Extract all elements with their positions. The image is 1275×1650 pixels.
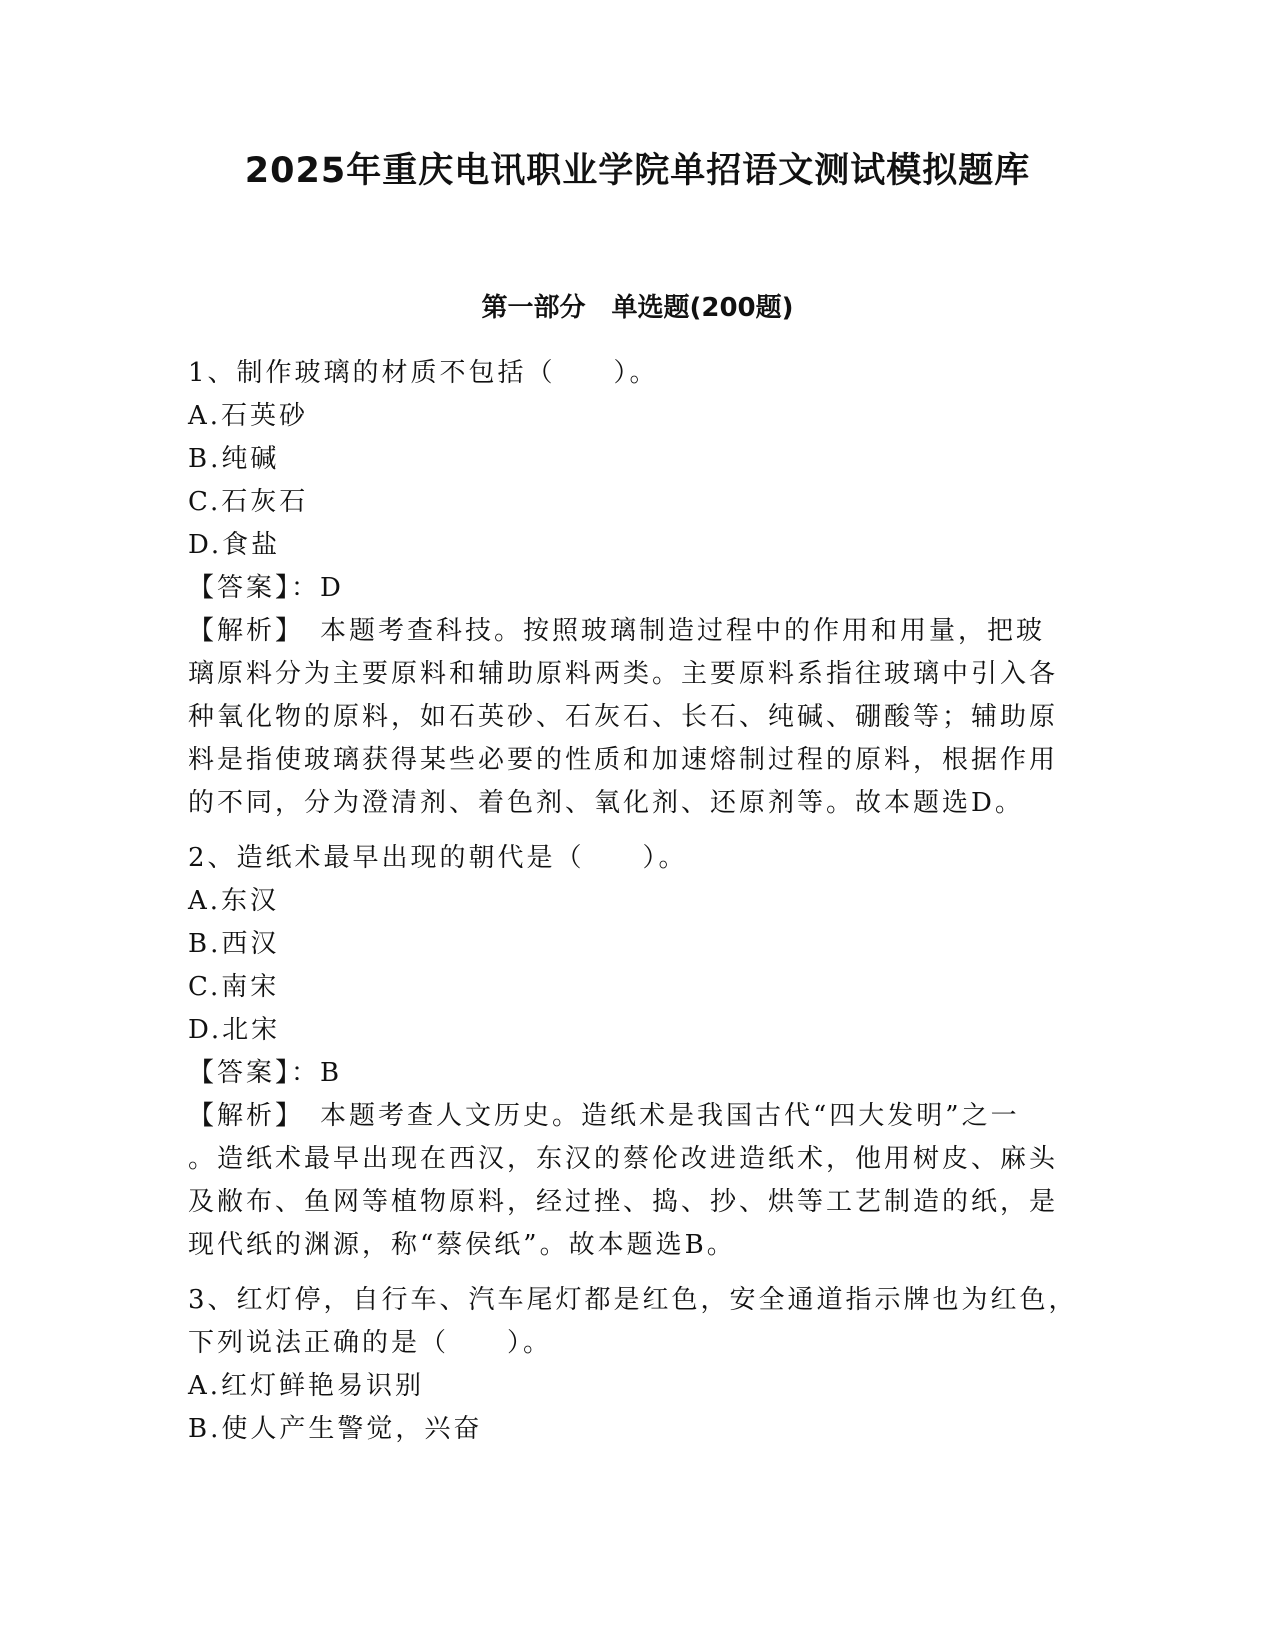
answer-line <box>188 567 1068 610</box>
analysis-line: 种氧化物的原料，如石英砂、石灰石、长石、纯碱、硼酸等；辅助原 <box>188 702 1059 732</box>
answer-value: ：B <box>291 1058 343 1088</box>
option-c: C.石灰石 <box>188 487 309 517</box>
question-3 <box>188 1279 1078 1451</box>
document-title: 2025年重庆电讯职业学院单招语文测试模拟题库 <box>244 151 1031 191</box>
question-separator <box>188 825 1068 837</box>
question-stem: 2、造纸术最早出现的朝代是（ ）。 <box>188 843 688 873</box>
option-d: D.食盐 <box>188 530 281 560</box>
option-b: B.西汉 <box>188 929 280 959</box>
option-c: C.南宋 <box>188 972 280 1002</box>
question-separator <box>188 1267 1068 1279</box>
analysis-line: 璃原料分为主要原料和辅助原料两类。主要原料系指往玻璃中引入各 <box>188 659 1059 689</box>
option-b: B.使人产生警觉，兴奋 <box>188 1414 483 1444</box>
answer-label: 【答案】 <box>188 1058 292 1088</box>
answer-label: 【答案】 <box>188 573 292 603</box>
answer-line <box>188 1052 1068 1095</box>
analysis-line: 的不同，分为澄清剂、着色剂、氧化剂、还原剂等。故本题选D。 <box>188 788 1024 818</box>
question-2 <box>188 837 1068 1267</box>
option-a: A.东汉 <box>188 886 280 916</box>
option-b: B.纯碱 <box>188 444 280 474</box>
option-a: A.石英砂 <box>188 401 309 431</box>
analysis-line: 料是指使玻璃获得某些必要的性质和加速熔制过程的原料，根据作用 <box>188 745 1059 775</box>
analysis-line: 。造纸术最早出现在西汉，东汉的蔡伦改进造纸术，他用树皮、麻头 <box>188 1144 1059 1174</box>
question-1 <box>188 352 1068 825</box>
analysis-line: 及敝布、鱼网等植物原料，经过挫、捣、抄、烘等工艺制造的纸，是 <box>188 1187 1059 1217</box>
question-list <box>188 352 1078 1451</box>
analysis-line: 【解析】 本题考查科技。按照玻璃制造过程中的作用和用量，把玻 <box>188 616 1046 646</box>
option-a: A.红灯鲜艳易识别 <box>188 1371 425 1401</box>
question-stem-continued: 下列说法正确的是（ ）。 <box>188 1328 553 1358</box>
analysis-line: 现代纸的渊源，称“蔡侯纸”。故本题选B。 <box>188 1230 736 1260</box>
section-title: 第一部分 单选题(200题) <box>481 293 794 323</box>
question-stem: 1、制作玻璃的材质不包括（ ）。 <box>188 358 659 388</box>
analysis-line: 【解析】 本题考查人文历史。造纸术是我国古代“四大发明”之一 <box>188 1101 1020 1131</box>
option-d: D.北宋 <box>188 1015 281 1045</box>
answer-value: ：D <box>291 573 344 603</box>
question-stem: 3、红灯停，自行车、汽车尾灯都是红色，安全通道指示牌也为红色， <box>188 1285 1078 1315</box>
